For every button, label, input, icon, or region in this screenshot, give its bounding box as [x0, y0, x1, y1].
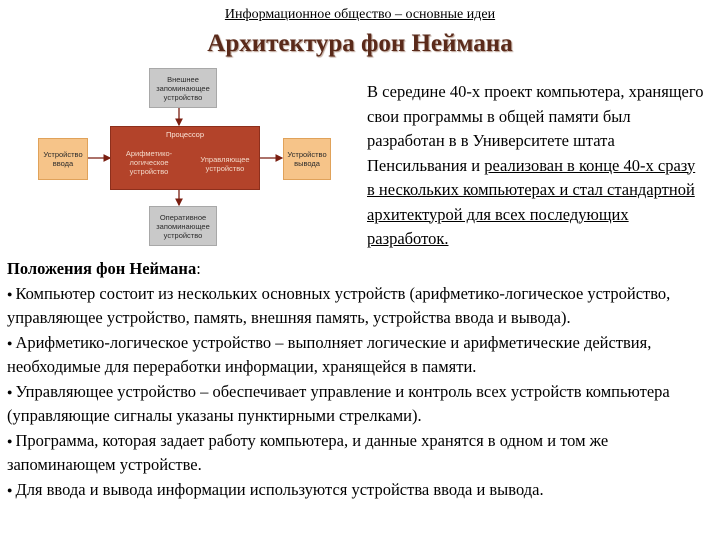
input-device-box: Устройство ввода — [38, 138, 88, 180]
von-neumann-diagram — [38, 68, 330, 246]
list-item: ● Программа, которая задает работу компьютера, и данные хранятся в одном и том же запоминающем устройстве. — [7, 429, 715, 478]
processor-box — [110, 126, 260, 190]
list-item: ● Компьютер состоит из нескольких основных устройств (арифметико-логическое устройство, управляющее устройство, память, внешняя память, устройства ввода и вывода). — [7, 282, 715, 331]
output-device-box: Устройство вывода — [283, 138, 331, 180]
processor-label: Процессор — [165, 130, 205, 139]
principles-heading-colon: : — [196, 259, 201, 278]
principles-list — [7, 257, 715, 502]
external-memory-box: Внешнее запоминающее устройство — [149, 68, 217, 108]
control-unit-label: Управляющее устройство — [200, 155, 250, 173]
alu-label: Арифметико-логическое устройство — [125, 149, 173, 176]
ram-box: Оперативное запоминающее устройство — [149, 206, 217, 246]
slide-subtitle: Информационное общество – основные идеи — [224, 7, 496, 22]
history-underlined-text: реализован в конце 40-х сразу в нескольких компьютерах и стал стандартной архитектурой для всех последующих разработок. — [367, 155, 696, 248]
list-item: ● Управляющее устройство – обеспечивает управление и контроль всех устройств компьютера (управляющие сигналы указаны пунктирными стрелками). — [7, 380, 715, 429]
history-paragraph — [367, 80, 707, 252]
list-item: ● Для ввода и вывода информации используются устройства ввода и вывода. — [7, 478, 715, 503]
list-item: ● Арифметико-логическое устройство – выполняет логические и арифметические действия, необходимые для переработки информации, хранящейся в памяти. — [7, 331, 715, 380]
principles-heading-line — [7, 257, 715, 282]
principles-heading: Положения фон Неймана — [7, 259, 197, 278]
history-text: В середине 40-х проект компьютера, хранящего свои программы в общей памяти был разработан в в Университете штата Пенсильвания и — [367, 82, 704, 175]
slide-title: Архитектура фон Неймана — [207, 30, 513, 57]
